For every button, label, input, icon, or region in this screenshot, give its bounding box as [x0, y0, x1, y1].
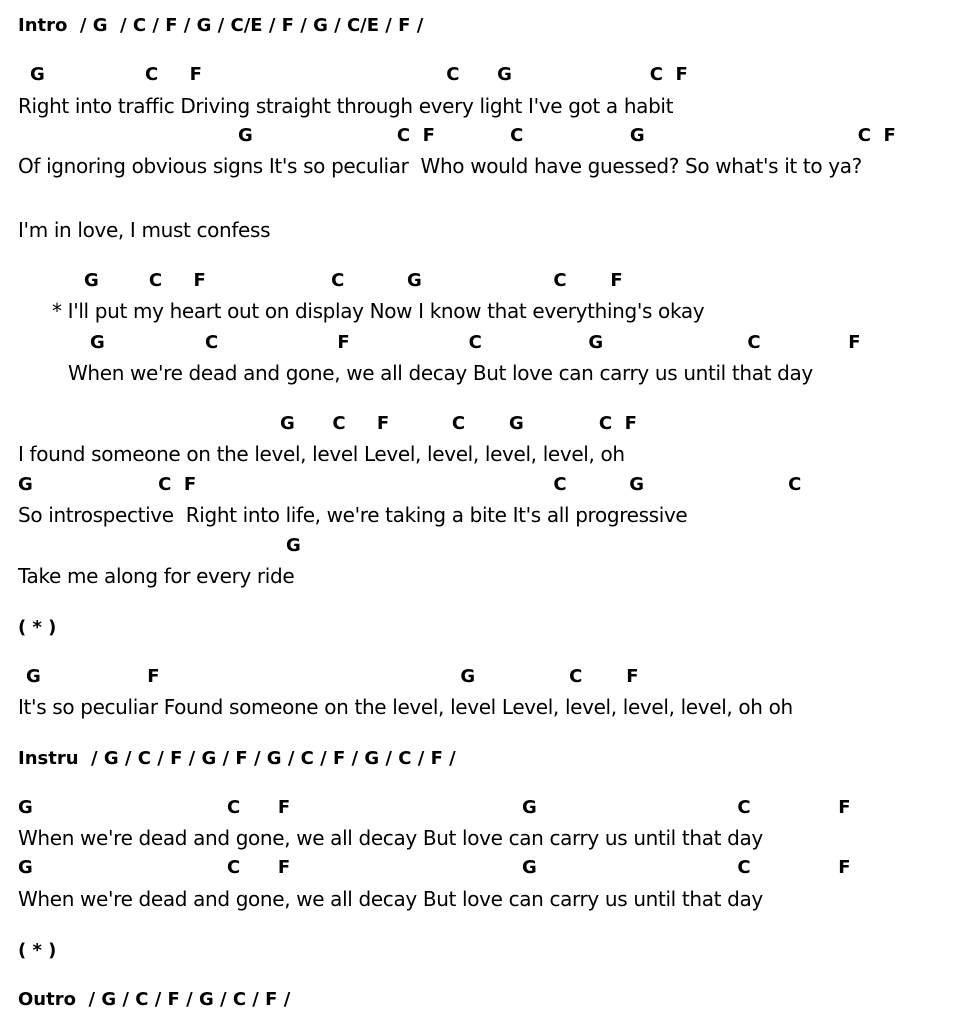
chord-line: G C F C G C F: [90, 332, 861, 353]
chord-line: G C F C G C F: [238, 125, 896, 146]
lyric-line: * I'll put my heart out on display Now I know that everything's okay: [52, 299, 705, 323]
chord-line: G C F C G C F: [280, 413, 637, 434]
chord-line: G C F C G C F: [30, 64, 688, 85]
outro-line: Outro / G / C / F / G / C / F /: [18, 989, 291, 1010]
chord-line: G C F G C F: [18, 797, 851, 818]
lyric-line: When we're dead and gone, we all decay But love can carry us until that day: [68, 361, 813, 385]
chord-line: G C F C G C F: [84, 270, 623, 291]
repeat-marker: ( * ): [18, 940, 57, 961]
lyric-line: So introspective Right into life, we're taking a bite It's all progressive: [18, 503, 688, 527]
lyric-line: It's so peculiar Found someone on the level, level Level, level, level, level, oh oh: [18, 695, 793, 719]
lyric-line: When we're dead and gone, we all decay But love can carry us until that day: [18, 887, 763, 911]
lyric-line: When we're dead and gone, we all decay But love can carry us until that day: [18, 826, 763, 850]
chord-line: G C F G C F: [18, 857, 851, 878]
chord-line: G: [286, 535, 301, 556]
lyric-line: I found someone on the level, level Level, level, level, level, oh: [18, 442, 625, 466]
lyric-line: Of ignoring obvious signs It's so peculiar Who would have guessed? So what's it to ya?: [18, 154, 862, 178]
chord-line: G F G C F: [26, 666, 639, 687]
intro-line: Intro / G / C / F / G / C/E / F / G / C/E / F /: [18, 15, 424, 36]
repeat-marker: ( * ): [18, 617, 57, 638]
instrumental-line: Instru / G / C / F / G / F / G / C / F / G / C / F /: [18, 748, 456, 769]
lyric-line: I'm in love, I must confess: [18, 218, 271, 242]
chord-line: G C F C G C: [18, 474, 802, 495]
lyric-line: Right into traffic Driving straight through every light I've got a habit: [18, 94, 674, 118]
lyric-line: Take me along for every ride: [18, 564, 295, 588]
